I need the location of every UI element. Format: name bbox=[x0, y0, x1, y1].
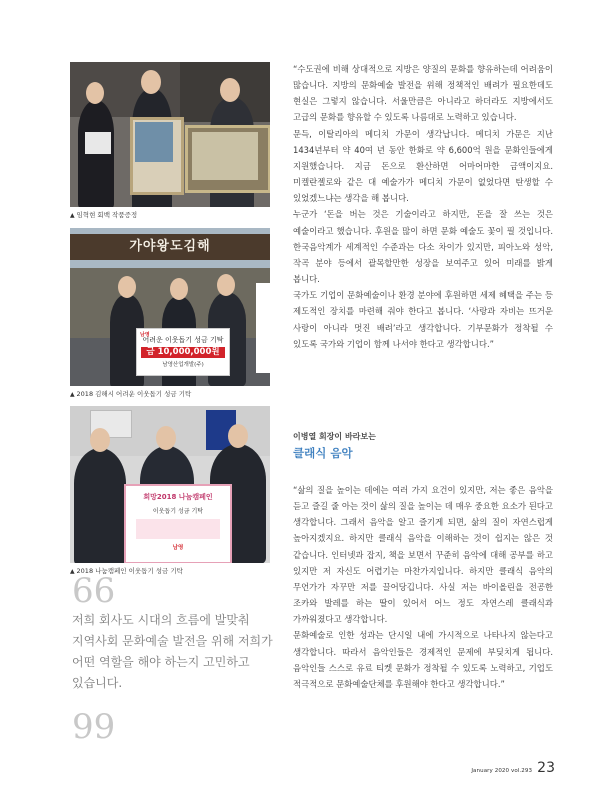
article-section-2 bbox=[293, 482, 553, 692]
article-paragraph: 국가도 기업이 문화예술이나 환경 분야에 후원하면 세제 혜택을 주는 등 제도적인 장치를 마련해 줘야 한다고 봅니다. ‘사랑과 자비는 뜨거운 사랑이 아니라 멋진 배려’라고 생각합니다. 기부문화가 정착될 수 있도록 국가와 기업이 함께 나서야 한다고 생각합니다.” bbox=[293, 290, 553, 349]
photo-donation-campaign bbox=[70, 406, 270, 563]
donation-title: 어려운 이웃돕기 성금 기탁 bbox=[142, 336, 224, 344]
article-paragraph: “삶의 질을 높이는 데에는 여러 가지 요건이 있지만, 저는 좋은 음악을 듣고 즐길 줄 아는 것이 삶의 질을 높이는 데 매우 중요한 요소가 된다고 생각합니다. 그래서 음악을 알고 즐기게 되면, 삶의 질이 자연스럽게 높아지겠지요. 하지만 클래식 음악을 이해하는 것이 쉽지는 않은 것 같습니다. 인터넷과 잡지, 책을 보면서 꾸준히 음악에 대해 공부를 하고 있지만 저 자신도 어렵기는 마찬가지입니다. 하지만 클래식 음악의 무언가가 자꾸만 저를 끌어당깁니다. 사실 저는 바이올린을 전공한 조카와 발레를 하는 딸이 있어서 어느 정도 자연스레 클래식과 가까워졌다고 생각합니다. bbox=[293, 485, 553, 625]
photo-donation-gimhae bbox=[70, 228, 270, 386]
photo-painting-presentation bbox=[70, 62, 270, 207]
campaign-board bbox=[124, 484, 232, 563]
article-paragraph: 문득, 이탈리아의 메디치 가문이 생각납니다. 메디치 가문은 지난 1434년부터 약 40여 년 동안 한화로 약 6,600억 원을 문화인들에게 지원했습니다. 지금 돈으로 환산하면 어마어마한 금액이지요. 미켈란젤로와 같은 대 예술가가 메디치 가문이 없었다면 탄생할 수 있었겠느냐는 생각을 해 봅니다. bbox=[293, 128, 553, 204]
donation-brand: 남영 bbox=[140, 332, 150, 338]
banner-sign: 가야왕도김해 bbox=[70, 234, 270, 260]
campaign-title: 이웃돕기 성금 기탁 bbox=[152, 508, 204, 515]
pull-quote: 저희 회사도 시대의 흐름에 발맞춰 지역사회 문화예술 발전을 위해 저희가 어떤 역할을 해야 하는지 고민하고 있습니다. bbox=[72, 613, 273, 690]
article-paragraph: 누군가 ‘돈을 버는 것은 기술이라고 하지만, 돈을 잘 쓰는 것은 예술이라고 했습니다. 후원을 많이 하면 문화 예술도 꽃이 필 것입니다. 한국음악계가 세계적인 수준과는 다소 차이가 있지만, 피아노와 성악, 작곡 분야 등에서 괄목할만한 성장을 보여주고 있어 미래를 밝게 봅니다. bbox=[293, 209, 553, 285]
open-quote-mark: 66 bbox=[72, 571, 116, 611]
close-quote-mark: 99 bbox=[72, 707, 116, 747]
photo-caption: ▲ 2018 김해시 어려운 이웃돕기 성금 기탁 bbox=[70, 389, 191, 398]
campaign-name: 희망2018 나눔캠페인 bbox=[143, 493, 213, 501]
article-paragraph: 문화예술로 인한 성과는 단시일 내에 가시적으로 나타나지 않는다고 생각합니다. 따라서 음악인들은 경제적인 문제에 부딪치게 됩니다. 음악인들 스스로 유료 티켓 문화가 정착될 수 있도록 노력하고, 기업도 적극적으로 문화예술단체를 후원해야 한다고 생각합니다.” bbox=[293, 630, 553, 689]
photo-caption: ▲ 임혁현 회백 작품증정 bbox=[70, 210, 137, 219]
section-title: 클래식 음악 bbox=[293, 446, 353, 460]
photo-caption: ▲ 2018 나눔캠페인 이웃돕기 성금 기탁 bbox=[70, 566, 183, 575]
article-paragraph: “수도권에 비해 상대적으로 지방은 양질의 문화를 향유하는데 어려움이 많습니다. 지방의 문화예술 발전을 위해 정책적인 배려가 필요한데도 현실은 그렇지 않습니다. 서울만큼은 아니라고 하더라도 지방에서도 고급의 문화를 향유할 수 있도록 나름대로 노력하고 있습니다. bbox=[293, 64, 553, 123]
section-kicker: 이병열 회장이 바라보는 bbox=[293, 432, 376, 441]
page-footer bbox=[471, 757, 555, 776]
page-number: 23 bbox=[537, 760, 555, 776]
issue-label: January 2020 vol.293 bbox=[471, 768, 533, 774]
donation-board bbox=[136, 328, 230, 376]
donation-amount: 금 10,000,000원 bbox=[141, 347, 225, 358]
donation-donor: 남영산업개발(주) bbox=[162, 362, 204, 368]
campaign-brand: 남영 bbox=[172, 545, 184, 551]
article-section-1 bbox=[293, 61, 553, 352]
